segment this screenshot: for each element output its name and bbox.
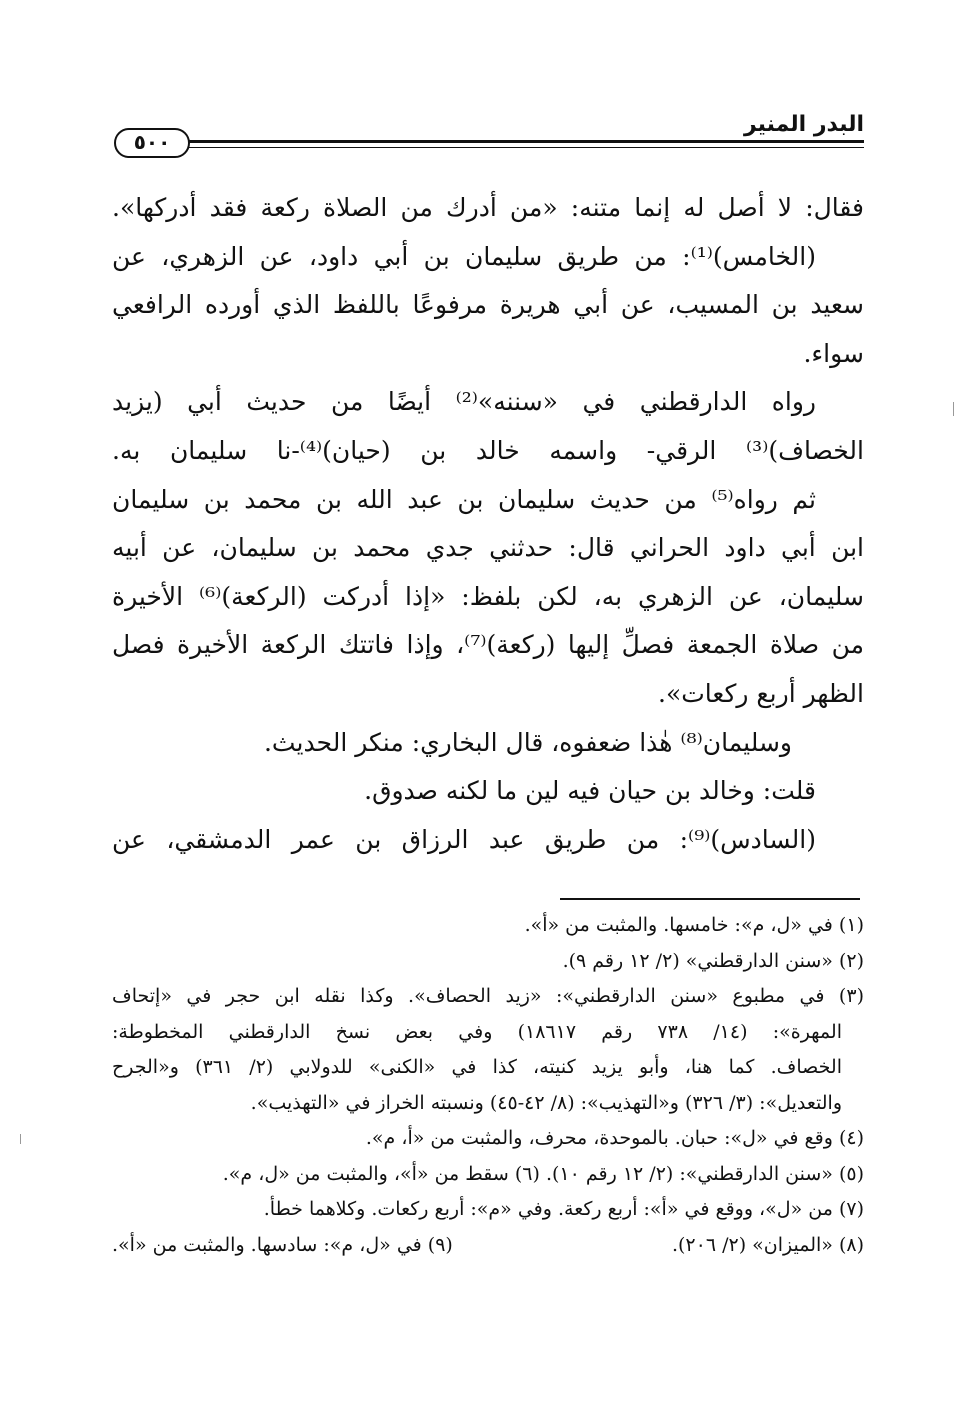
footnote-7: (٧) من «ل»، ووقع في «أ»: أربع ركعة. وفي «م»: أربع ركعات. وكلاهما خطأ.	[263, 1198, 864, 1220]
footnote-9: (٩) في «ل، م»: سادسها. والمثبت من «أ».	[112, 1233, 453, 1256]
footnote-1: (١) في «ل، م»: خامسها. والمثبت من «أ».	[524, 914, 864, 936]
footnote-4: (٤) وقع في «ل»: حبان. بالموحدة، محرف، والمثبت من «أ، م».	[365, 1127, 864, 1149]
page-header	[112, 110, 864, 160]
footnote-3-line-1: (٣) في مطبوع «سنن الدارقطني»: «زيد الحصاف». وكذا نقله ابن حجر في «إتحاف	[112, 985, 864, 1007]
footnote-separator	[560, 898, 860, 900]
main-line-6: الخصاف)⁽³⁾ الرقي- واسمه خالد بن (حيان)⁽⁴⁾-نا سليمان به.	[112, 435, 864, 465]
footnote-2: (٢) «سنن الدارقطني» (٢/ ١٢ رقم ٩).	[562, 949, 864, 972]
running-title: البدر المنير	[743, 112, 864, 137]
main-line-2: (الخامس)⁽¹⁾: من طريق سليمان بن أبي داود، عن الزهري، عن	[112, 241, 816, 271]
main-line-13: قلت: وخالد بن حيان فيه لين ما لكنه صدوق.	[364, 776, 816, 806]
main-line-14: (السادس)⁽⁹⁾: من طريق عبد الرزاق بن عمر الدمشقي، عن	[112, 824, 816, 854]
footnote-8-9-row	[112, 1228, 864, 1264]
main-line-12: وسليمان⁽⁸⁾ هٰذا ضعفوه، قال البخاري: منكر الحديث.	[263, 727, 792, 757]
header-rule-thick	[182, 140, 864, 143]
main-line-1: فقال: لا أصل له إنما متنه: «من أدرك من الصلاة ركعة فقد أدركها».	[112, 193, 864, 222]
scan-margin-mark	[953, 402, 954, 416]
page-number: ٥٠٠	[114, 128, 190, 158]
footnote-3-line-4: والتعديل»: (٣/ ٣٢٦) و«التهذيب»: (٨/ ٤٢-٤٥) ونسبته الخراز في «التهذيب».	[250, 1091, 842, 1114]
main-text	[112, 184, 864, 864]
footnote-3-line-3: الخصاف. كما هنا، وأبو يزيد كنيته، كذا في «الكنى» للدولابي (٢/ ٣٦١) و«الجرح	[112, 1056, 842, 1078]
main-line-11: الظهر أربع ركعات».	[658, 678, 864, 708]
header-rule-thin	[182, 147, 864, 148]
scan-margin-mark	[20, 1134, 21, 1144]
main-line-3: سعيد بن المسيب، عن أبي هريرة مرفوعًا باللفظ الذي أورده الرافعي	[112, 290, 864, 320]
footnote-3-line-2: المهرة»: (١٤/ ٧٣٨ رقم ١٨٦١٧) وفي بعض نسخ الدارقطني المخطوطة:	[112, 1020, 842, 1043]
main-line-10: من صلاة الجمعة فصلِّ إليها (ركعة)⁽⁷⁾، وإذا فاتتك الركعة الأخيرة فصل	[112, 630, 864, 660]
main-line-7: ثم رواه⁽⁵⁾ من حديث سليمان بن عبد الله بن محمد بن سليمان	[112, 484, 816, 514]
main-line-4: سواء.	[803, 338, 864, 368]
main-line-5: رواه الدارقطني في «سننه»⁽²⁾ أيضًا من حديث أبي (يزيد	[112, 387, 816, 417]
footnotes	[112, 908, 864, 1263]
footnote-8: (٨) «الميزان» (٢/ ٢٠٦).	[671, 1233, 864, 1256]
footnote-5-6: (٥) «سنن الدارقطني»: (٢/ ١٢ رقم ١٠). (٦) سقط من «أ»، والمثبت من «ل، م».	[222, 1162, 864, 1185]
main-line-9: سليمان، عن الزهري به، لكن بلفظ: «إذا أدركت (الركعة)⁽⁶⁾ الأخيرة	[112, 581, 864, 611]
main-line-8: ابن أبي داود الحراني قال: حدثني جدي محمد بن سليمان، عن أبيه	[112, 533, 864, 563]
